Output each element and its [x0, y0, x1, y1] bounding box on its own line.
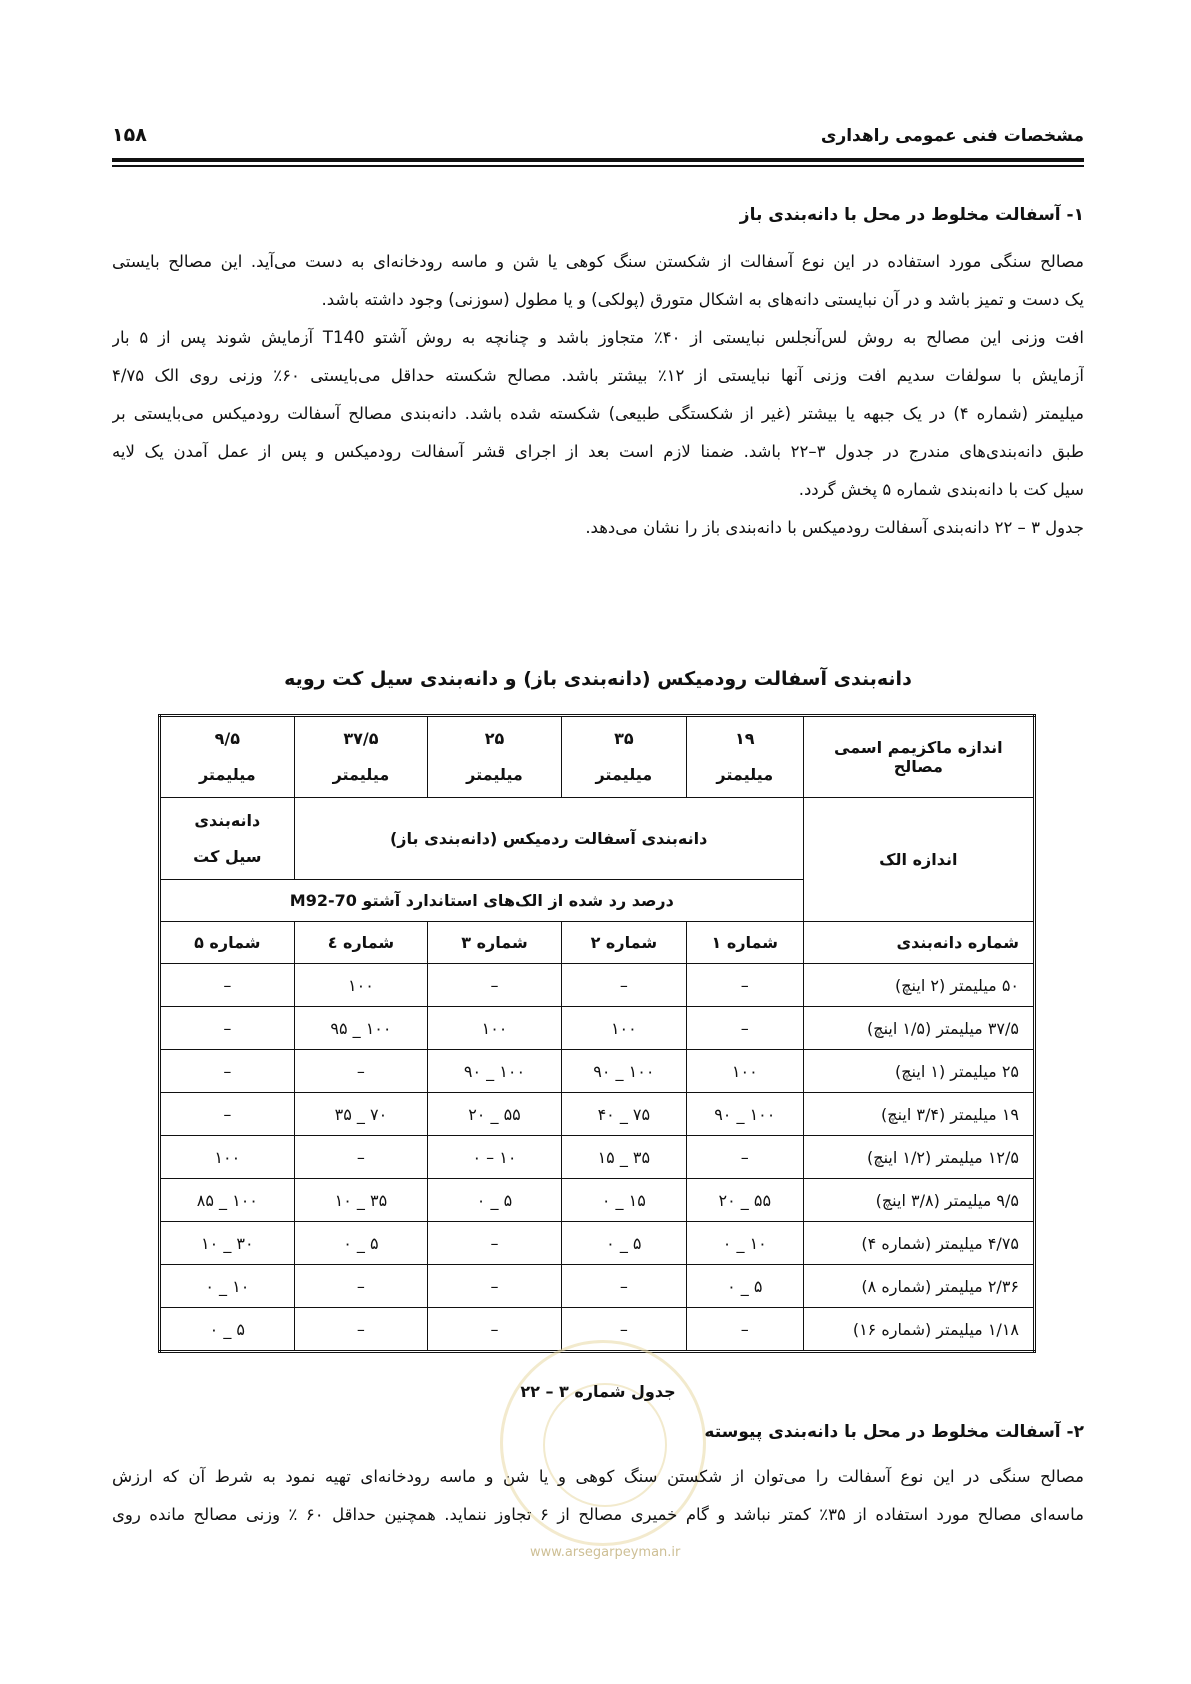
sieve-cell: ۲/۳۶ میلیمتر (شماره ۸) — [803, 1265, 1034, 1308]
body-line: میلیمتر (شماره ۴) در یک جبهه یا بیشتر (غیر از شکستگی طبیعی) شکسته شده باشد. دانه‌بندی مصالح آسفالت رودمیکس می‌بایستی بر — [112, 404, 1084, 423]
sieve-cell: ۱۹ میلیمتر (۳/۴ اینچ) — [803, 1093, 1034, 1136]
watermark-text: www.arsegarpeyman.ir — [530, 1545, 681, 1560]
value-cell: ۱۰۰ — [294, 964, 428, 1007]
value-cell: – — [160, 1050, 295, 1093]
grading-number: شماره ۱ — [686, 922, 803, 964]
grading-number-label: شماره دانه‌بندی — [803, 922, 1034, 964]
size-cell — [160, 716, 295, 798]
table-row — [160, 1050, 1035, 1093]
sieve-cell: ۲۵ میلیمتر (۱ اینچ) — [803, 1050, 1034, 1093]
value-cell: ۱۰۰ _ ۹۰ — [428, 1050, 562, 1093]
sealcoat-label — [160, 798, 295, 880]
grading-number: شماره ۵ — [160, 922, 295, 964]
value-cell: – — [294, 1136, 428, 1179]
body-line: یک دست و تمیز باشد و در آن نبایستی دانه‌های به اشکال متورق (پولکی) و یا مطول (سوزنی) وجود داشته باشد. — [321, 290, 1084, 309]
value-cell: ۱۰۰ — [686, 1050, 803, 1093]
table-row — [160, 1136, 1035, 1179]
size-unit: میلیمتر — [466, 765, 523, 784]
value-cell: ۵ _ ۰ — [160, 1308, 295, 1352]
value-cell: ۱۵ _ ۰ — [561, 1179, 686, 1222]
value-cell: ۱۰۰ _ ۹۰ — [686, 1093, 803, 1136]
value-cell: ۱۰۰ _ ۸۵ — [160, 1179, 295, 1222]
grading-table — [158, 714, 1036, 1353]
table-header-row — [160, 716, 1035, 798]
grading-number: شماره ۲ — [561, 922, 686, 964]
value-cell: – — [294, 1308, 428, 1352]
value-cell: ۵ _ ۰ — [428, 1179, 562, 1222]
value-cell: – — [294, 1265, 428, 1308]
value-cell: – — [160, 1093, 295, 1136]
open-grading-label: دانه‌بندی آسفالت ردمیکس (دانه‌بندی باز) — [294, 798, 803, 880]
max-size-label: اندازه ماکزیمم اسمی مصالح — [803, 716, 1034, 798]
value-cell: ۵ _ ۰ — [294, 1222, 428, 1265]
body-line: آزمایش با سولفات سدیم افت وزنی آنها نبایستی از ۱۲٪ بیشتر باشد. مصالح شکسته حداقل می‌بایستی ۶۰٪ وزنی روی الک ۴/۷۵ — [112, 366, 1084, 385]
value-cell: ۱۰ _ ۰ — [686, 1222, 803, 1265]
sieve-size-label: اندازه الک — [803, 798, 1034, 922]
table-row — [160, 964, 1035, 1007]
value-cell: ۳۵ _ ۱۵ — [561, 1136, 686, 1179]
size-cell — [686, 716, 803, 798]
size-cell — [561, 716, 686, 798]
value-cell: – — [294, 1050, 428, 1093]
value-cell: – — [686, 964, 803, 1007]
value-cell: ۱۰۰ — [160, 1136, 295, 1179]
value-cell: ۵ _ ۰ — [561, 1222, 686, 1265]
body-line: سیل کت با دانه‌بندی شماره ۵ پخش گردد. — [798, 480, 1084, 499]
value-cell: ۱۰ – ۰ — [428, 1136, 562, 1179]
header-title: مشخصات فنی عمومی راهداری — [820, 126, 1084, 146]
value-cell: ۵ _ ۰ — [686, 1265, 803, 1308]
header-rule-thin — [112, 165, 1084, 167]
size-unit: میلیمتر — [198, 765, 256, 784]
size-unit: میلیمتر — [332, 765, 390, 784]
value-cell: ۱۰۰ — [428, 1007, 562, 1050]
value-cell: – — [561, 964, 686, 1007]
value-cell: – — [686, 1007, 803, 1050]
value-cell: ۳۰ _ ۱۰ — [160, 1222, 295, 1265]
value-cell: ۵۵ _ ۲۰ — [686, 1179, 803, 1222]
table-row — [160, 1179, 1035, 1222]
size-value: ۳۷/۵ — [343, 729, 379, 748]
sieve-cell: ۱۲/۵ میلیمتر (۱/۲ اینچ) — [803, 1136, 1034, 1179]
value-cell: – — [428, 1308, 562, 1352]
body-line: طبق دانه‌بندی‌های مندرج در جدول ۳–۲۲ باشد. ضمنا لازم است بعد از اجرای قشر آسفالت رودمیکس و پس از عمل آمدن یک لایه — [112, 442, 1084, 461]
size-unit: میلیمتر — [595, 765, 653, 784]
percent-passing-label: درصد رد شده از الک‌های استاندارد آشتو M92-70 — [160, 880, 804, 922]
value-cell: – — [428, 1222, 562, 1265]
value-cell: – — [561, 1308, 686, 1352]
value-cell: – — [686, 1308, 803, 1352]
body-line: افت وزنی این مصالح به روش لس‌آنجلس نبایستی از ۴۰٪ متجاوز باشد و چنانچه به روش آشتو T140 آزمایش شوند پس از ۵ بار — [112, 328, 1084, 347]
body-line: مصالح سنگی مورد استفاده در این نوع آسفالت از شکستن سنگ کوهی یا شن و ماسه رودخانه‌ای به دست می‌آید. این مصالح بایستی — [112, 252, 1084, 271]
section2-heading: ۲- آسفالت مخلوط در محل با دانه‌بندی پیوسته — [704, 1422, 1084, 1442]
sieve-cell: ۹/۵ میلیمتر (۳/۸ اینچ) — [803, 1179, 1034, 1222]
body-line: ماسه‌ای مصالح مورد استفاده از ۳۵٪ کمتر نباشد و گام خمیری مصالح از ۶ تجاوز ننماید. همچنین حداقل ۶۰ ٪ وزنی مصالح مانده روی — [112, 1505, 1084, 1524]
grading-number: شماره ٤ — [294, 922, 428, 964]
grading-number: شماره ۳ — [428, 922, 562, 964]
sieve-cell: ۳۷/۵ میلیمتر (۱/۵ اینچ) — [803, 1007, 1034, 1050]
table-number: جدول شماره ۳ – ۲۲ — [520, 1382, 676, 1401]
value-cell: ۵۵ _ ۲۰ — [428, 1093, 562, 1136]
value-cell: ۷۰ _ ۳۵ — [294, 1093, 428, 1136]
size-cell — [428, 716, 562, 798]
value-cell: – — [160, 964, 295, 1007]
value-cell: ۱۰۰ _ ۹۵ — [294, 1007, 428, 1050]
sealcoat-label-line: سیل کت — [193, 846, 262, 866]
value-cell: ۱۰ _ ۰ — [160, 1265, 295, 1308]
table-caption: دانه‌بندی آسفالت رودمیکس (دانه‌بندی باز) و دانه‌بندی سیل کت رویه — [284, 668, 912, 690]
table-row — [160, 1222, 1035, 1265]
body-line: جدول ۳ – ۲۲ دانه‌بندی آسفالت رودمیکس با دانه‌بندی باز را نشان می‌دهد. — [585, 518, 1084, 537]
grading-number-row — [160, 922, 1035, 964]
header-rule-thick — [112, 158, 1084, 162]
page-number: ۱۵۸ — [112, 124, 147, 146]
section2-body — [112, 1458, 1084, 1534]
size-value: ۱۹ — [735, 729, 755, 748]
sealcoat-label-line: دانه‌بندی — [194, 810, 261, 830]
value-cell: ۱۰۰ — [561, 1007, 686, 1050]
value-cell: – — [561, 1265, 686, 1308]
sieve-cell: ۴/۷۵ میلیمتر (شماره ۴) — [803, 1222, 1034, 1265]
sieve-cell: ۱/۱۸ میلیمتر (شماره ۱۶) — [803, 1308, 1034, 1352]
size-value: ۲۵ — [484, 729, 505, 748]
value-cell: ۱۰۰ _ ۹۰ — [561, 1050, 686, 1093]
value-cell: – — [686, 1136, 803, 1179]
value-cell: – — [428, 964, 562, 1007]
table-header-row — [160, 798, 1035, 880]
section1-body — [112, 243, 1084, 547]
value-cell: – — [428, 1265, 562, 1308]
table-row — [160, 1007, 1035, 1050]
size-unit: میلیمتر — [716, 765, 774, 784]
section1-heading: ۱- آسفالت مخلوط در محل با دانه‌بندی باز — [739, 205, 1084, 225]
value-cell: ۳۵ _ ۱۰ — [294, 1179, 428, 1222]
body-line: مصالح سنگی در این نوع آسفالت را می‌توان از شکستن سنگ کوهی و یا شن و ماسه رودخانه‌ای تهیه نمود به شرط آن که ارزش — [112, 1467, 1084, 1486]
sieve-cell: ۵۰ میلیمتر (۲ اینچ) — [803, 964, 1034, 1007]
table-row — [160, 1093, 1035, 1136]
page-header — [112, 120, 1084, 150]
value-cell: ۷۵ _ ۴۰ — [561, 1093, 686, 1136]
value-cell: – — [160, 1007, 295, 1050]
size-cell — [294, 716, 428, 798]
size-value: ۹/۵ — [214, 729, 240, 748]
table-row — [160, 1265, 1035, 1308]
size-value: ۳۵ — [614, 729, 634, 748]
